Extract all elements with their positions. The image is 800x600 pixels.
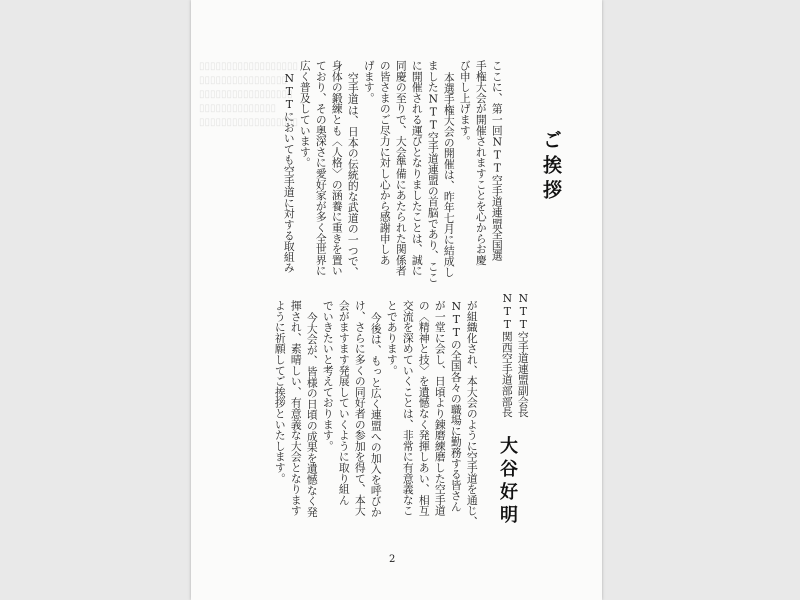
body-column: とであります。 [385, 300, 399, 376]
body-column: 揮され、素晴しい、有意義な大会となります [289, 300, 303, 516]
body-column: 広く普及しています。 [298, 60, 312, 168]
body-column: げます。 [362, 60, 376, 104]
body-column: NTTにおいても空手道に対する取組み [282, 72, 296, 273]
body-column: でいきたいと考えております。 [321, 300, 335, 452]
document-page [191, 0, 602, 600]
body-column: ましたNTT空手道連盟の首脳であり、ここ [426, 60, 440, 283]
body-column: に開催される運びとなりましたことは、誠に [410, 60, 424, 276]
body-column: け、さらに多くの同好者の参加を得て、本大 [353, 300, 367, 516]
body-column: ており、その奥深さに愛好家が多く全世界に [314, 60, 328, 276]
body-column: 空手道は、日本の伝統的な武道の一つで、 [346, 72, 360, 278]
body-column: 今後は、もっと広く連盟への加入を呼びか [369, 312, 383, 518]
author-position: NTT空手道連盟副会長 [516, 292, 530, 418]
body-column: び申し上げます。 [458, 60, 472, 147]
body-column: NTTの全国各々の職場に勤務する皆さん [449, 300, 463, 512]
body-column: が一堂に会し、日頃より錬磨練磨した空手道 [433, 300, 447, 516]
body-column: が組織化され、本大会のように空手道を通じ、 [465, 300, 479, 527]
page-number: 2 [389, 554, 396, 565]
body-column: の〈精神と技〉を遺憾なく発揮しあい、相互 [417, 300, 431, 516]
body-column: 本選手権大会の開催は、昨年七月に結成し [442, 72, 456, 278]
body-column: 身体の鍛練とも〈人格〉の涵養に重きを置い [330, 60, 344, 276]
body-column: 今大会が、皆様の日頃の成果を遺憾なく発 [305, 312, 319, 518]
body-column: ように祈願してご挨拶といたします。 [273, 300, 287, 484]
heading-title: ご挨拶 [540, 130, 562, 205]
body-column: 交流を深めていくことは、非常に有意義なこ [401, 300, 415, 516]
bleed-through-text: ▯▯▯▯▯▯▯▯▯▯▯▯▯▯▯▯▯▯ ▯▯▯▯▯▯▯▯▯▯▯▯▯▯▯▯ ▯▯▯▯▯▯▯▯▯▯▯▯▯▯▯▯▯ ▯▯▯▯▯▯▯▯▯▯▯▯▯▯ ▯▯▯▯▯▯▯▯▯▯▯▯▯▯▯▯▯▯ [199, 61, 299, 128]
body-column: 会がますます発展していくように取り組ん [337, 300, 351, 506]
body-column: の皆さまのご尽力に対し心から感謝申しあ [378, 60, 392, 266]
body-column: 手権大会が開催されますことを心からお慶 [474, 60, 488, 266]
body-column: 同慶の至りで、大会準備にあたられた関係者 [394, 60, 408, 276]
body-column: ここに、第一回NTT空手道連盟全国選 [490, 60, 504, 261]
author-name: 大谷好明 [497, 436, 518, 528]
author-position: NTT関西空手道部部長 [500, 292, 514, 418]
